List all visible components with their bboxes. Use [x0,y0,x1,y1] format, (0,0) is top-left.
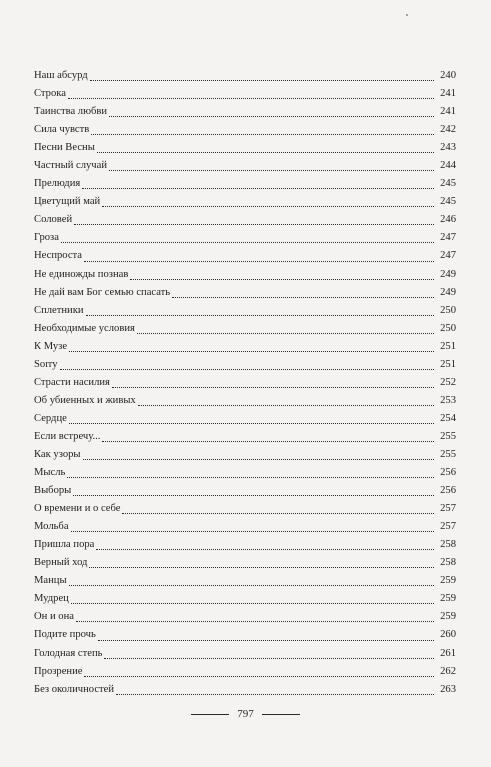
toc-entry-title: Частный случай [34,160,108,172]
dot-leader [60,369,434,370]
toc-entry [34,518,456,536]
dot-leader [109,170,434,171]
toc-entry-page: 255 [440,430,456,442]
toc-entry-title: Верный ход [34,557,88,569]
toc-entry [34,410,456,428]
toc-entry [34,608,456,626]
toc-entry [34,320,456,338]
toc-entry-title: Манцы [34,575,67,587]
toc-entry-title: Мольба [34,521,69,533]
dot-leader [89,567,434,568]
toc-entry-title: Сила чувств [34,124,90,136]
toc-entry-page: 245 [440,178,456,190]
toc-entry [34,554,456,572]
toc-entry-title: Сердце [34,412,67,424]
page-number: 797 [237,708,254,720]
toc-entry-title: О времени и о себе [34,503,121,515]
toc-entry-page: 255 [440,448,456,460]
toc-entry [34,266,456,284]
toc-entry [34,211,456,229]
toc-entry [34,67,456,85]
toc-entry [34,464,456,482]
toc-entry-page: 261 [440,647,456,659]
toc-entry [34,175,456,193]
toc-entry-title: Без околичностей [34,683,115,695]
toc-entry-page: 251 [440,340,456,352]
dot-leader [86,315,434,316]
toc-entry [34,663,456,681]
toc-entry-page: 250 [440,304,456,316]
toc-entry-page: 240 [440,70,456,81]
dot-leader [109,116,434,117]
toc-entry [34,645,456,663]
toc-entry [34,103,456,121]
toc-entry [34,626,456,644]
toc-entry-page: 257 [440,521,456,533]
toc-entry-page: 244 [440,160,456,172]
dot-leader [104,658,434,659]
toc-entry-title: Неспроста [34,250,83,262]
dot-leader [116,694,434,695]
toc-entry-page: 258 [440,539,456,551]
toc-entry-page: 259 [440,611,456,623]
toc-entry [34,536,456,554]
toc-entry-title: Подите прочь [34,629,96,641]
dot-leader [71,603,434,604]
toc-entry-page: 246 [440,214,456,226]
dot-leader [112,387,434,388]
toc-entry [34,284,456,302]
toc-entry [34,500,456,518]
toc-entry-title: Необходимые условия [34,322,135,334]
toc-entry-title: Как узоры [34,448,81,460]
toc-entry-page: 247 [440,250,456,262]
dot-leader [172,297,434,298]
dot-leader [122,513,434,514]
toc-entry [34,374,456,392]
toc-entry-page: 241 [440,88,456,100]
toc-entry-page: 258 [440,557,456,569]
toc-entry [34,446,456,464]
toc-entry [34,302,456,320]
toc-entry-title: Мысль [34,467,66,479]
toc-entry-page: 247 [440,232,456,244]
dot-leader [98,640,434,641]
toc-entry-title: Пришла пора [34,539,95,551]
toc-entry-page: 262 [440,665,456,677]
toc-entry-title: Страсти насилия [34,376,110,388]
dot-leader [96,549,434,550]
toc-entry-title: Об убиенных и живых [34,394,136,406]
dot-leader [84,676,434,677]
dot-leader [67,477,434,478]
dot-leader [130,279,434,280]
toc-entry-title: Прозрение [34,665,83,677]
toc-entry-page: 256 [440,467,456,479]
folio-rule-left [191,714,229,715]
dot-leader [137,333,434,334]
toc-entry [34,356,456,374]
toc-entry-title: Голодная степь [34,647,103,659]
toc-entry [34,247,456,265]
toc-entry-page: 253 [440,394,456,406]
toc-entry-title: Наш абсурд [34,70,88,81]
dot-leader [76,621,434,622]
toc-entry-title: Не единожды познав [34,268,129,280]
dot-leader [97,152,434,153]
dot-leader [61,242,434,243]
toc-entry-title: Выборы [34,485,72,497]
toc-entry [34,590,456,608]
toc-entry-title: Строка [34,88,66,100]
toc-entry-page: 249 [440,286,456,298]
paper-speck [406,14,408,16]
toc-entry-page: 257 [440,503,456,515]
page-footer [0,708,491,720]
toc-entry [34,338,456,356]
toc-entry-title: Он и она [34,611,74,623]
toc-entry-page: 242 [440,124,456,136]
dot-leader [73,495,434,496]
toc-entry-title: Мудрец [34,593,69,605]
toc-entry-page: 241 [440,106,456,118]
toc-entry-page: 260 [440,629,456,641]
toc-entry [34,681,456,699]
toc-entry-title: Прелюдия [34,178,81,190]
toc-entry-title: Гроза [34,232,59,244]
toc-entry-page: 250 [440,322,456,334]
toc-entry [34,193,456,211]
toc-entry [34,85,456,103]
toc-entry [34,157,456,175]
dot-leader [83,459,434,460]
toc-entry [34,121,456,139]
toc-entry-page: 245 [440,196,456,208]
dot-leader [102,441,434,442]
dot-leader [68,98,434,99]
toc-entry-title: Песни Весны [34,142,95,154]
dot-leader [71,531,434,532]
toc-entry-page: 263 [440,683,456,695]
dot-leader [91,134,434,135]
toc-entry-page: 254 [440,412,456,424]
folio-rule-right [262,714,300,715]
toc-entry-page: 252 [440,376,456,388]
toc-entry-title: Sorry [34,358,58,370]
table-of-contents [34,67,456,699]
toc-entry [34,572,456,590]
toc-entry-title: К Музе [34,340,68,352]
toc-entry-page: 259 [440,575,456,587]
toc-entry [34,392,456,410]
toc-entry-page: 259 [440,593,456,605]
toc-entry-title: Соловей [34,214,73,226]
toc-entry-title: Не дай вам Бог семью спасать [34,286,171,298]
toc-entry-page: 251 [440,358,456,370]
dot-leader [69,423,434,424]
toc-entry-title: Таинства любви [34,106,108,118]
dot-leader [69,351,434,352]
dot-leader [82,188,434,189]
toc-entry-title: Цветущий май [34,196,101,208]
dot-leader [74,224,434,225]
toc-entry-title: Сплетники [34,304,84,316]
dot-leader [90,80,434,81]
dot-leader [84,261,434,262]
toc-entry-page: 256 [440,485,456,497]
toc-entry-page: 243 [440,142,456,154]
dot-leader [102,206,434,207]
toc-entry [34,482,456,500]
toc-entry-page: 249 [440,268,456,280]
toc-entry [34,428,456,446]
dot-leader [69,585,434,586]
toc-entry-title: Если встречу... [34,430,101,442]
toc-entry [34,139,456,157]
dot-leader [138,405,434,406]
toc-entry [34,229,456,247]
